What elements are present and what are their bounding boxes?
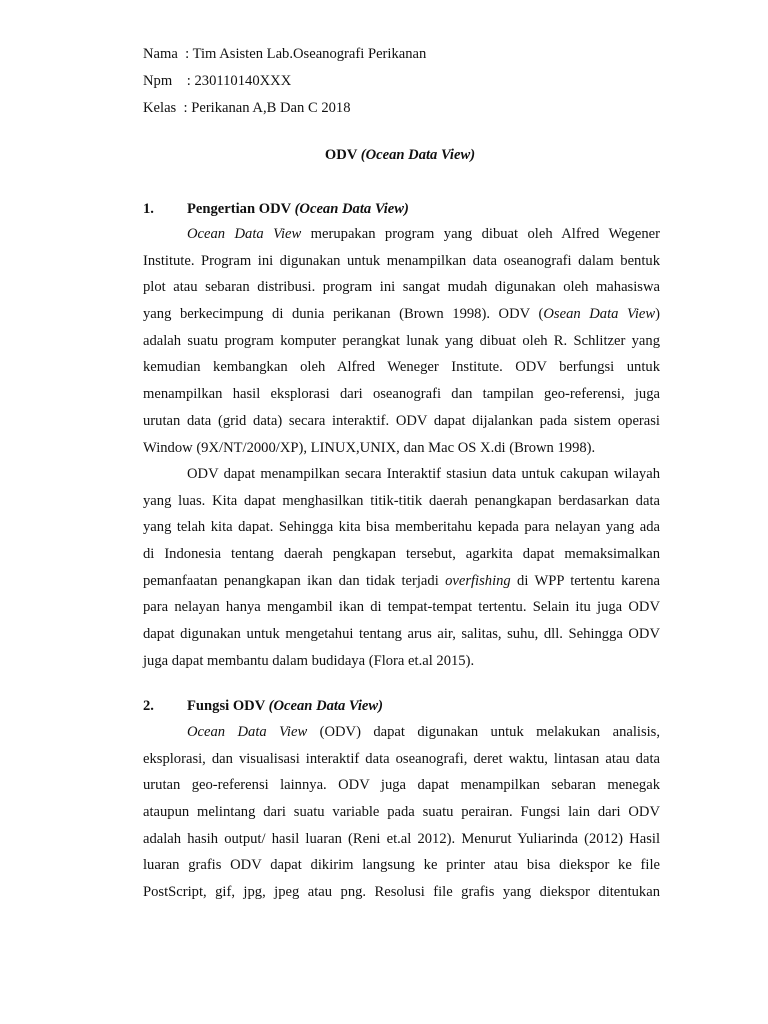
text-line: juga dapat membantu dalam budidaya (Flora et.al 2015). xyxy=(143,652,475,669)
text-run: merupakan program yang dibuat oleh Alfred Wegener xyxy=(301,226,660,242)
text-line: urutan geo-referensi lainnya. ODV juga dapat menampilkan sebaran menegak xyxy=(143,777,660,794)
section-1-title-italic: (Ocean Data View) xyxy=(294,201,409,217)
text-run: di WPP tertentu karena xyxy=(510,572,660,589)
text-line: yang luas. Kita dapat menghasilkan titik-titik daerah penangkapan berdasarkan data xyxy=(143,492,660,509)
document-title xyxy=(0,147,768,164)
text-line: Institute. Program ini digunakan untuk menampilkan data oseanografi dalam bentuk xyxy=(143,252,660,269)
text-run: yang berkecimpung di dunia perikanan (Brown 1998). ODV ( xyxy=(143,306,544,323)
text-line xyxy=(143,301,660,328)
header-nama: Nama : Tim Asisten Lab.Oseanografi Perikanan xyxy=(143,46,427,62)
text-line: dapat digunakan untuk mengetahui tentang arus air, salitas, suhu, dll. Sehingga ODV xyxy=(143,626,660,643)
text-line: para nelayan hanya mengambil ikan di tempat-tempat tertentu. Selain itu juga ODV xyxy=(143,599,660,616)
text-line: PostScript, gif, jpg, jpeg atau png. Resolusi file grafis yang diekspor ditentukan xyxy=(143,884,660,901)
document-title-italic: (Ocean Data View) xyxy=(360,147,476,163)
text-line: adalah hasih output/ hasil luaran (Reni et.al 2012). Menurut Yuliarinda (2012) Hasil xyxy=(143,830,660,847)
section-1-number: 1. xyxy=(143,201,154,217)
text-line xyxy=(143,719,660,746)
header-npm: Npm : 230110140XXX xyxy=(143,73,292,89)
text-run: ) xyxy=(655,306,660,323)
text-run: (ODV) dapat digunakan untuk melakukan analisis, xyxy=(307,724,660,740)
header-kelas: Kelas : Perikanan A,B Dan C 2018 xyxy=(143,100,351,116)
text-line: menampilkan hasil eksplorasi dari oseanografi dan tampilan geo-referensi, juga xyxy=(143,386,660,403)
section-2-title-italic: (Ocean Data View) xyxy=(268,698,383,714)
text-line: kemudian kembangkan oleh Alfred Weneger Institute. ODV berfungsi untuk xyxy=(143,359,660,376)
section-1-title: Pengertian ODV xyxy=(187,201,295,217)
text-line: plot atau sebaran distribusi. program ini sangat mudah digunakan oleh mahasiswa xyxy=(143,279,660,296)
section-2-title: Fungsi ODV xyxy=(187,698,269,714)
text-line: eksplorasi, dan visualisasi interaktif data oseanografi, deret waktu, lintasan atau data xyxy=(143,750,660,767)
text-line: adalah suatu program komputer perangkat lunak yang dibuat oleh R. Schlitzer yang xyxy=(143,332,660,349)
italic-term: overfishing xyxy=(445,572,511,589)
italic-term: Ocean Data View xyxy=(187,226,302,242)
section-1-heading xyxy=(143,201,409,218)
text-run: pemanfaatan penangkapan ikan dan tidak terjadi xyxy=(143,572,446,589)
section-2-paragraph-1 xyxy=(143,719,660,906)
text-line xyxy=(143,221,660,248)
text-line: Window (9X/NT/2000/XP), LINUX,UNIX, dan Mac OS X.di (Brown 1998). xyxy=(143,439,596,456)
section-1-paragraph-2 xyxy=(143,461,660,675)
section-1-paragraph-1 xyxy=(143,221,660,461)
text-line xyxy=(143,568,660,595)
document-title-main: ODV xyxy=(324,147,361,163)
section-2-heading xyxy=(143,698,383,715)
text-line: luaran grafis ODV dapat dikirim langsung ke printer atau bisa diekspor ke file xyxy=(143,857,660,874)
italic-term: Osean Data View xyxy=(543,306,656,323)
text-line: ataupun melintang dari suatu variable pada suatu perairan. Fungsi lain dari ODV xyxy=(143,804,660,821)
text-line: yang telah kita dapat. Sehingga kita bisa memberitahu kepada para nelayan yang ada xyxy=(143,519,660,536)
text-line: ODV dapat menampilkan secara Interaktif stasiun data untuk cakupan wilayah xyxy=(187,466,660,482)
italic-term: Ocean Data View xyxy=(187,724,308,740)
section-2-number: 2. xyxy=(143,698,154,714)
text-line: urutan data (grid data) secara interaktif. ODV dapat dijalankan pada sistem operasi xyxy=(143,412,660,429)
text-line: di Indonesia tentang daerah pengkapan tersebut, agarkita dapat memaksimalkan xyxy=(143,546,660,563)
